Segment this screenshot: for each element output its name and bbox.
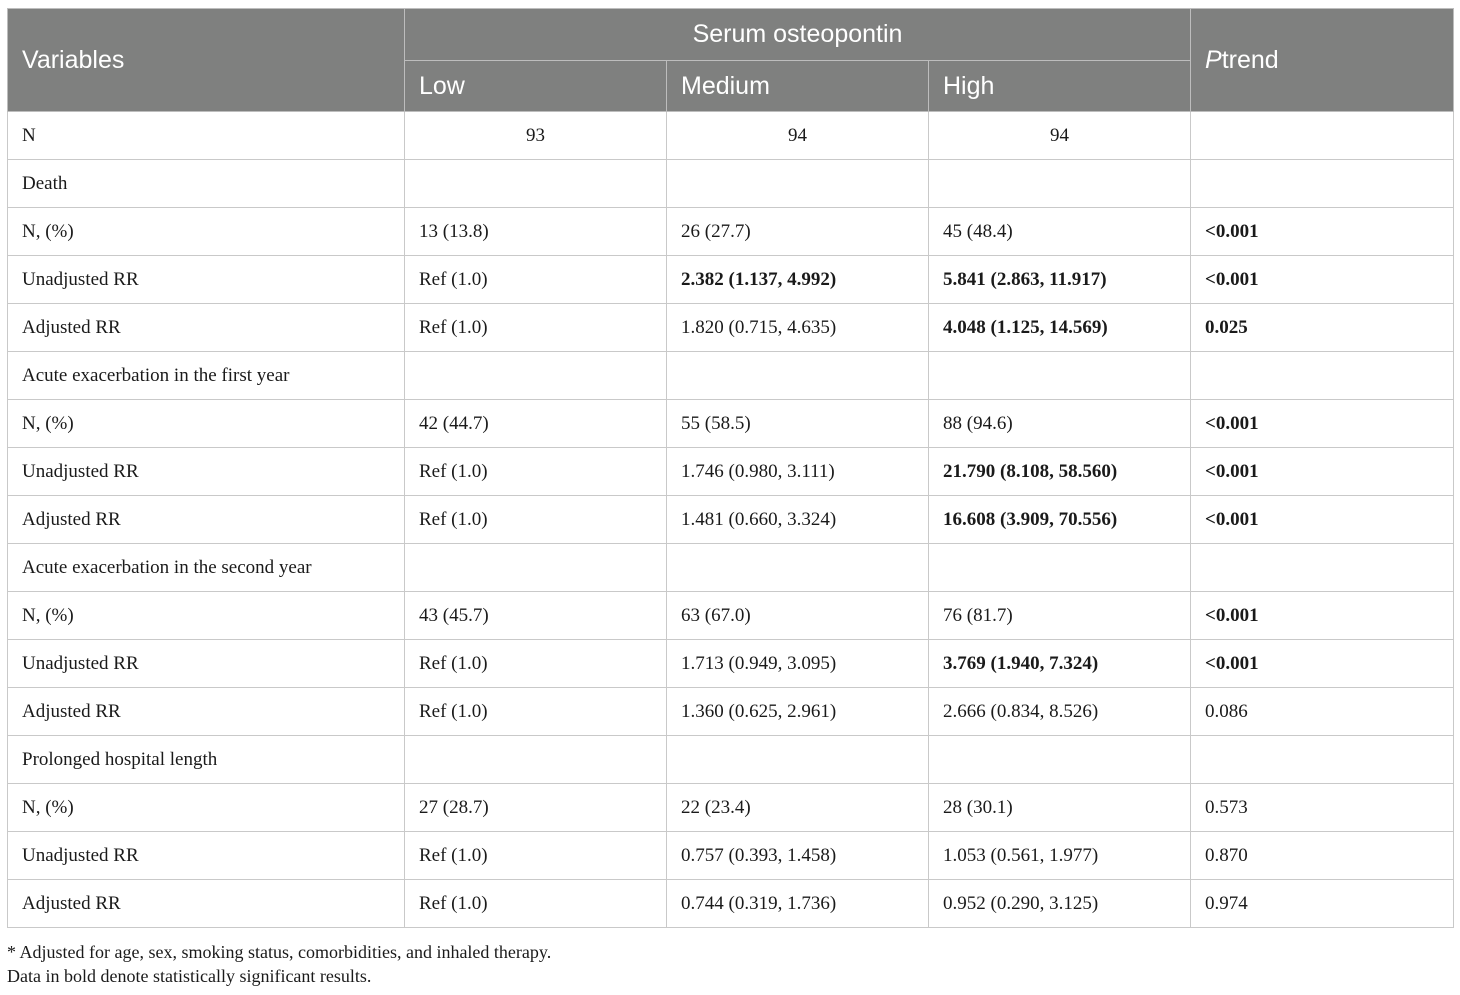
- cell-high: 0.952 (0.290, 3.125): [929, 880, 1191, 928]
- cell-high: 2.666 (0.834, 8.526): [929, 688, 1191, 736]
- header-low: Low: [405, 61, 667, 112]
- cell-ptrend: 0.870: [1191, 832, 1454, 880]
- row-label: N: [8, 112, 405, 160]
- cell-ptrend: 0.573: [1191, 784, 1454, 832]
- header-ptrend: [1191, 9, 1454, 112]
- footnote-bold-significance: Data in bold denote statistically significant results.: [7, 966, 372, 986]
- table-row: [8, 880, 1454, 928]
- cell-high: [929, 736, 1191, 784]
- header-variables: Variables: [8, 9, 405, 112]
- cell-high: 5.841 (2.863, 11.917): [929, 256, 1191, 304]
- cell-low: Ref (1.0): [405, 448, 667, 496]
- row-label: Unadjusted RR: [8, 256, 405, 304]
- cell-ptrend: 0.086: [1191, 688, 1454, 736]
- row-label: N, (%): [8, 592, 405, 640]
- table-row: [8, 640, 1454, 688]
- cell-ptrend: <0.001: [1191, 640, 1454, 688]
- header-medium: Medium: [667, 61, 929, 112]
- cell-ptrend: [1191, 352, 1454, 400]
- table-footnotes: [7, 940, 551, 988]
- row-label: Unadjusted RR: [8, 640, 405, 688]
- cell-low: [405, 352, 667, 400]
- cell-low: Ref (1.0): [405, 832, 667, 880]
- header-serum-osteopontin: Serum osteopontin: [405, 9, 1191, 61]
- osteopontin-outcomes-table: [7, 8, 1454, 928]
- header-ptrend-p: P: [1205, 45, 1222, 74]
- cell-high: 1.053 (0.561, 1.977): [929, 832, 1191, 880]
- cell-ptrend: <0.001: [1191, 592, 1454, 640]
- table-row: [8, 544, 1454, 592]
- table-row: [8, 832, 1454, 880]
- row-label: Adjusted RR: [8, 304, 405, 352]
- row-label: Adjusted RR: [8, 496, 405, 544]
- cell-ptrend: 0.025: [1191, 304, 1454, 352]
- table-row: [8, 112, 1454, 160]
- cell-high: 21.790 (8.108, 58.560): [929, 448, 1191, 496]
- cell-ptrend: [1191, 544, 1454, 592]
- cell-high: [929, 160, 1191, 208]
- cell-ptrend: <0.001: [1191, 496, 1454, 544]
- cell-high: 4.048 (1.125, 14.569): [929, 304, 1191, 352]
- cell-high: 45 (48.4): [929, 208, 1191, 256]
- table-row: [8, 160, 1454, 208]
- cell-medium: 63 (67.0): [667, 592, 929, 640]
- cell-ptrend: [1191, 160, 1454, 208]
- cell-low: 13 (13.8): [405, 208, 667, 256]
- header-high: High: [929, 61, 1191, 112]
- cell-medium: 55 (58.5): [667, 400, 929, 448]
- cell-high: [929, 544, 1191, 592]
- cell-low: Ref (1.0): [405, 496, 667, 544]
- table-row: [8, 352, 1454, 400]
- cell-low: 43 (45.7): [405, 592, 667, 640]
- cell-medium: [667, 160, 929, 208]
- cell-high: 94: [929, 112, 1191, 160]
- row-label: Unadjusted RR: [8, 448, 405, 496]
- results-table-container: [7, 8, 1453, 928]
- table-row: [8, 448, 1454, 496]
- table-row: [8, 256, 1454, 304]
- cell-ptrend: <0.001: [1191, 448, 1454, 496]
- row-label: Acute exacerbation in the first year: [8, 352, 405, 400]
- cell-ptrend: <0.001: [1191, 400, 1454, 448]
- header-ptrend-rest: trend: [1221, 45, 1279, 74]
- table-row: [8, 208, 1454, 256]
- cell-medium: 26 (27.7): [667, 208, 929, 256]
- cell-low: Ref (1.0): [405, 640, 667, 688]
- cell-medium: 22 (23.4): [667, 784, 929, 832]
- cell-low: 27 (28.7): [405, 784, 667, 832]
- cell-ptrend: <0.001: [1191, 256, 1454, 304]
- cell-low: Ref (1.0): [405, 304, 667, 352]
- cell-low: [405, 736, 667, 784]
- cell-high: 3.769 (1.940, 7.324): [929, 640, 1191, 688]
- cell-high: 16.608 (3.909, 70.556): [929, 496, 1191, 544]
- cell-medium: 1.713 (0.949, 3.095): [667, 640, 929, 688]
- cell-medium: 1.746 (0.980, 3.111): [667, 448, 929, 496]
- cell-medium: 94: [667, 112, 929, 160]
- table-body: [8, 112, 1454, 928]
- cell-medium: [667, 544, 929, 592]
- cell-high: 88 (94.6): [929, 400, 1191, 448]
- cell-ptrend: 0.974: [1191, 880, 1454, 928]
- cell-high: 76 (81.7): [929, 592, 1191, 640]
- table-row: [8, 688, 1454, 736]
- row-label: Adjusted RR: [8, 688, 405, 736]
- cell-low: 93: [405, 112, 667, 160]
- cell-high: [929, 352, 1191, 400]
- cell-high: 28 (30.1): [929, 784, 1191, 832]
- row-label: Death: [8, 160, 405, 208]
- cell-ptrend: [1191, 736, 1454, 784]
- footnote-adjustment: * Adjusted for age, sex, smoking status, comorbidities, and inhaled therapy.: [7, 942, 552, 962]
- row-label: N, (%): [8, 400, 405, 448]
- row-label: Acute exacerbation in the second year: [8, 544, 405, 592]
- cell-low: [405, 160, 667, 208]
- row-label: Adjusted RR: [8, 880, 405, 928]
- cell-medium: 0.744 (0.319, 1.736): [667, 880, 929, 928]
- row-label: Prolonged hospital length: [8, 736, 405, 784]
- table-row: [8, 784, 1454, 832]
- cell-ptrend: [1191, 112, 1454, 160]
- cell-medium: 0.757 (0.393, 1.458): [667, 832, 929, 880]
- table-row: [8, 304, 1454, 352]
- table-row: [8, 496, 1454, 544]
- row-label: Unadjusted RR: [8, 832, 405, 880]
- table-row: [8, 400, 1454, 448]
- cell-low: Ref (1.0): [405, 880, 667, 928]
- cell-medium: [667, 736, 929, 784]
- cell-low: 42 (44.7): [405, 400, 667, 448]
- row-label: N, (%): [8, 208, 405, 256]
- cell-low: Ref (1.0): [405, 688, 667, 736]
- cell-low: Ref (1.0): [405, 256, 667, 304]
- row-label: N, (%): [8, 784, 405, 832]
- cell-medium: [667, 352, 929, 400]
- cell-medium: 1.360 (0.625, 2.961): [667, 688, 929, 736]
- cell-medium: 2.382 (1.137, 4.992): [667, 256, 929, 304]
- cell-medium: 1.481 (0.660, 3.324): [667, 496, 929, 544]
- cell-low: [405, 544, 667, 592]
- cell-medium: 1.820 (0.715, 4.635): [667, 304, 929, 352]
- table-header: [8, 9, 1454, 112]
- cell-ptrend: <0.001: [1191, 208, 1454, 256]
- table-row: [8, 592, 1454, 640]
- table-row: [8, 736, 1454, 784]
